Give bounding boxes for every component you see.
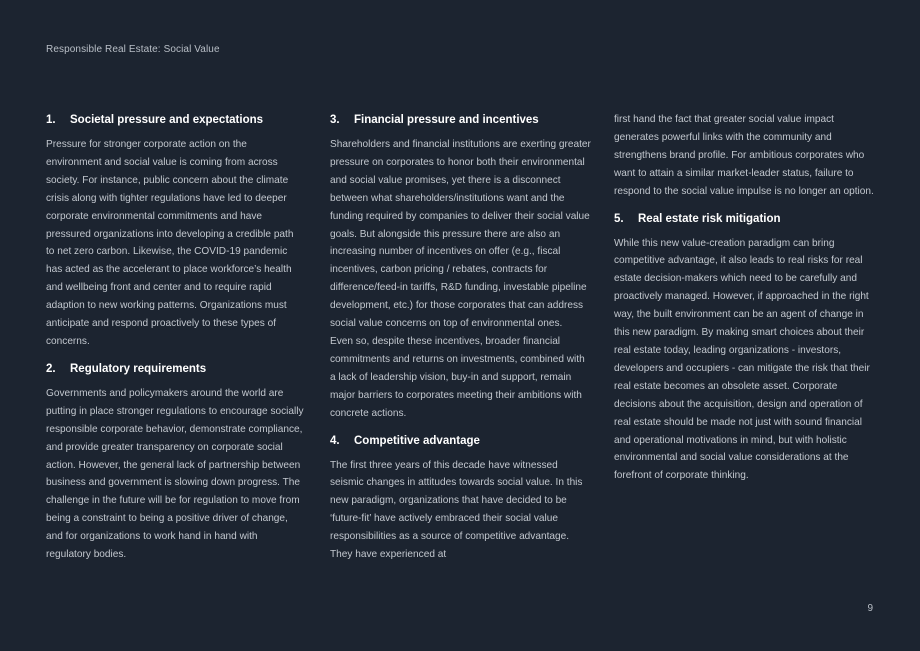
section-1-heading [46,111,304,129]
section-2-number: 2. [46,362,56,375]
section-2-title: Regulatory requirements [70,362,207,375]
section-3-number: 3. [330,114,340,126]
section-4-body-continued: first hand the fact that greater social value impact generates powerful links with the community and strengthens brand profile. For ambitious corporates who want to attain a similar market-leader status, failure to respond to the social value impulse is no longer an option. [614,114,874,197]
section-4-title: Competitive advantage [354,434,480,447]
column-3 [614,111,876,485]
section-4-body: The first three years of this decade have witnessed seismic changes in attitudes towards social value. In this new paradigm, organizations that have decided to be ‘future-fit’ have actively embraced their social value responsibilities as a source of competitive advantage. They have experienced at [330,459,583,561]
section-4-heading [330,432,592,450]
section-5-body: While this new value-creation paradigm can bring competitive advantage, it also leads to real risks for real estate decision-makers which need to be carefully and proactively managed. However, if approached in the right way, the built environment can be an agent of change in this new paradigm. By making smart choices about their real estate today, leading organizations - investors, developers and occupiers - can mitigate the risk that their real estate becomes an obsolete asset. Corporate decisions about the acquisition, design and operation of real estate should be made not just with sound financial and operational motivations in mind, but with holistic environmental and social value considerations at the forefront of corporate thinking. [614,237,870,482]
section-2-body: Governments and policymakers around the world are putting in place stronger regulations to encourage socially responsible corporate behavior, demonstrate compliance, and provide greater transparency on corporate social action. However, the general lack of partnership between business and government is slowing down progress. The challenge in the future will be for regulation to move from being a constraint to being a positive driver of change, and for organizations to work hand in hand with regulatory bodies. [46,387,304,561]
section-5-title: Real estate risk mitigation [638,212,781,225]
section-3-body-2: Even so, despite these incentives, broader financial commitments and returns on investments, combined with a lack of leadership vision, buy-in and support, remain major barriers to corporates meeting their ambitions with concrete actions. [330,335,585,419]
section-1-title: Societal pressure and expectations [70,114,264,126]
section-3-title: Financial pressure and incentives [354,114,539,126]
section-3-body: Shareholders and financial institutions are exerting greater pressure on corporates to honor both their environmental and social value promises, yet there is a disconnect between what shareholders/institutions want and the funding required by companies to deliver their social value goals. But alongside this pressure there are also an increasing number of incentives on offer (e.g., fiscal incentives, carbon pricing / rebates, contracts for difference/feed-in tariffs, R&D funding, investable pipeline development, etc.) for those corporates that can address social value concerns on top of environmental ones. [330,139,591,330]
section-1-number: 1. [46,114,56,126]
section-5-heading [614,210,876,228]
page-number: 9 [867,603,873,614]
section-3-heading [330,111,592,129]
section-2-heading [46,360,304,378]
section-4-number: 4. [330,434,340,447]
column-2 [330,111,592,564]
section-1-body: Pressure for stronger corporate action on the environment and social value is coming from across society. For instance, public concern about the climate crisis along with tighter regulations have led to deeper corporate environmental commitments and have pressured organizations into developing a credible path to net zero carbon. Likewise, the COVID-19 pandemic has acted as the accelerant to place workforce’s health and wellbeing front and center and to require rapid adaption to new working patterns. Organizations must anticipate and respond proactively to these types of concerns. [46,139,294,347]
section-5-number: 5. [614,212,624,225]
column-1 [46,111,304,564]
page-header: Responsible Real Estate: Social Value [46,44,220,55]
